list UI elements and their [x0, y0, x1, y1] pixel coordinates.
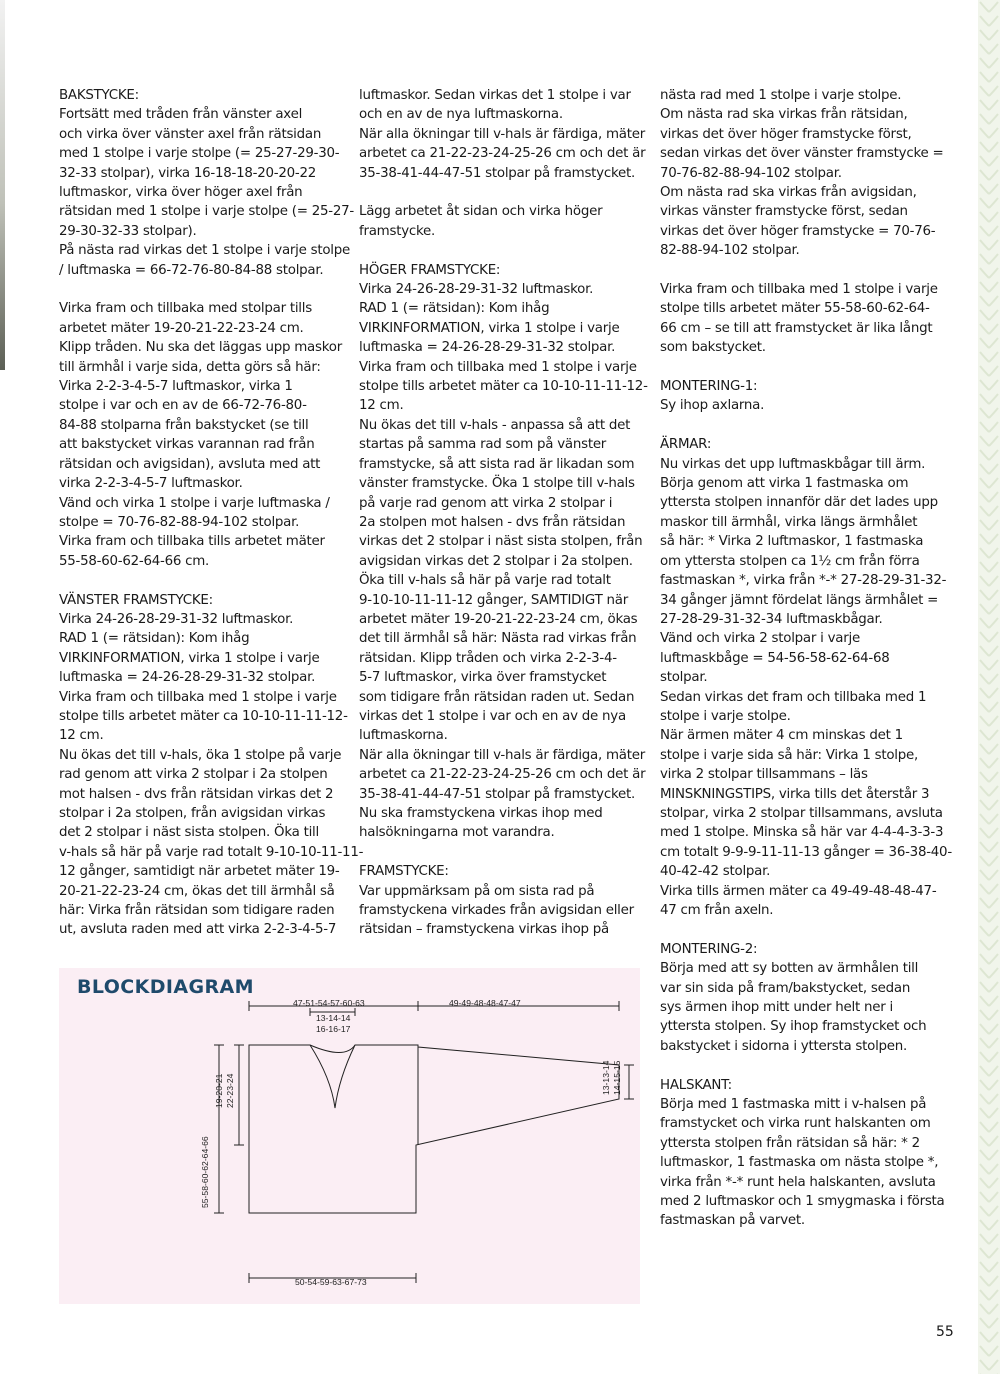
- text-line: stolpar i 2a stolpen, från avigsidan virkas: [59, 806, 326, 821]
- text-line: MINSKNINGSTIPS, virka tills det återstår 3: [660, 786, 930, 802]
- text-line: det till ärmhål så här: Nästa rad virkas från: [359, 631, 637, 647]
- text-line: arbetet mäter 19-20-21-22-23-24 cm.: [59, 320, 304, 336]
- text-line: Virka fram och tillbaka med 1 stolpe i varje: [59, 689, 337, 705]
- text-line: virka 2-2-3-4-5-7 luftmaskor.: [59, 476, 243, 492]
- text-line: Om nästa rad ska virkas från rätsidan,: [660, 107, 908, 123]
- text-line: På nästa rad virkas det 1 stolpe i varje stolpe: [59, 243, 351, 259]
- text-line: Nu ökas det till v-hals, öka 1 stolpe på varje: [59, 747, 342, 763]
- text-line: 12 cm.: [359, 398, 404, 414]
- text-line: Börja genom att virka 1 fastmaska om: [660, 476, 909, 492]
- text-line: framstyckena virkades från avigsidan eller: [359, 903, 634, 919]
- text-line: 9-10-10-11-11-12 gånger, SAMTIDIGT när: [359, 592, 628, 608]
- text-line: Klipp tråden. Nu ska det läggas upp maskor: [59, 340, 342, 356]
- text-line: yttersta stolpen från rätsidan så här: * 2: [660, 1135, 920, 1151]
- text-line: 12 cm.: [59, 728, 104, 744]
- text-line: stolpe tills arbetet mäter ca 10-10-11-11-12-: [59, 708, 348, 724]
- text-line: yttersta stolpen. Sy ihop framstycket och: [660, 1019, 927, 1035]
- text-line: virka 2 stolpar tillsammans – läs: [660, 767, 868, 783]
- text-line: 35-38-41-44-47-51 stolpar på framstycket.: [359, 165, 635, 181]
- label-total-length: 55-58-60-62-64-66: [200, 1136, 210, 1208]
- sweater-outline: [249, 1045, 619, 1213]
- text-line: stolpe = 70-76-82-88-94-102 stolpar.: [59, 514, 300, 530]
- text-line: rätsidan – framstyckena virkas ihop på: [359, 922, 609, 938]
- text-line: virkas det över höger framstycke först,: [660, 126, 912, 142]
- text-line: med 1 stolpe. Minska så här var 4-4-4-3-3-3: [660, 825, 944, 841]
- text-line: Vänd och virka 2 stolpar i varje: [660, 631, 860, 647]
- text-line: 12 gånger, samtidigt när arbetet mäter 19-: [59, 864, 340, 880]
- text-line: VIRKINFORMATION, virka 1 stolpe i varje: [59, 650, 320, 666]
- text-line: maskor till ärmhål, virka längs ärmhålet: [660, 514, 918, 530]
- knit-pattern-icon: [978, 0, 1000, 1374]
- text-line: Virka 24-26-28-29-31-32 luftmaskor.: [59, 611, 294, 627]
- text-line: Var uppmärksam på om sista rad på: [359, 883, 595, 899]
- text-line: om yttersta stolpen ca 1½ cm från förra: [660, 553, 920, 569]
- text-line: stolpe tills arbetet mäter 55-58-60-62-64-: [660, 301, 930, 317]
- v-neck-line: [310, 1045, 355, 1108]
- text-line: framstycke, så att sista rad är likadan som: [359, 456, 635, 472]
- label-armhole-depth-1: 19-20-21: [214, 1073, 224, 1108]
- text-line: / luftmaska = 66-72-76-80-84-88 stolpar.: [59, 262, 324, 278]
- decorative-knit-strip: [978, 0, 1000, 1374]
- text-line: luftmaska = 24-26-28-29-31-32 stolpar.: [59, 670, 316, 686]
- text-line: Vänd och virka 1 stolpe i varje luftmaska /: [59, 495, 330, 511]
- text-line: framstycke.: [359, 223, 436, 239]
- text-line: RAD 1 (= rätsidan): Kom ihåg: [59, 631, 250, 647]
- text-line: 32-33 stolpar), virka 16-18-18-20-20-22: [59, 165, 317, 181]
- text-line: vänster framstycke. Öka 1 stolpe till v-hals: [359, 476, 635, 492]
- text-line: Virka 24-26-28-29-31-32 luftmaskor.: [359, 282, 594, 298]
- block-diagram-panel: [59, 968, 640, 1304]
- text-line: Nu ska framstyckena virkas ihop med: [359, 806, 603, 821]
- text-line: virka från *-* runt hela halskanten, avsluta: [660, 1174, 936, 1190]
- text-line: 2a stolpen mot halsen - dvs från rätsidan: [359, 514, 626, 530]
- text-line: på varje rad genom att virka 2 stolpar i: [359, 495, 613, 511]
- text-line: RAD 1 (= rätsidan): Kom ihåg: [359, 301, 550, 317]
- text-line: cm totalt 9-9-9-11-11-13 gånger = 36-38-40-: [660, 844, 952, 860]
- text-line: med 2 luftmaskor och 1 smygmaska i första: [660, 1194, 945, 1210]
- label-bottom-width: 50-54-59-63-67-73: [295, 1277, 367, 1287]
- text-line: sedan virkas det över vänster framstycke =: [660, 146, 944, 162]
- left-edge-photo-strip: [0, 0, 5, 370]
- text-line: 55-58-60-62-64-66 cm.: [59, 553, 210, 569]
- text-line: stolpe i varje stolpe.: [660, 708, 791, 724]
- text-line: rätsidan. Klipp tråden och virka 2-2-3-4-: [359, 650, 617, 666]
- text-line: När alla ökningar till v-hals är färdiga, mäter: [359, 126, 646, 142]
- text-line: Nu virkas det upp luftmaskbågar till ärm.: [660, 456, 926, 472]
- text-line: sys ärmen ihop mitt under helt ner i: [660, 1000, 893, 1016]
- text-line: stolpar.: [660, 670, 708, 686]
- text-line: och en av de nya luftmaskorna.: [359, 107, 563, 123]
- paragraph-gap: [660, 358, 950, 377]
- text-line: FRAMSTYCKE:: [359, 864, 449, 880]
- text-line: MONTERING-1:: [660, 379, 758, 395]
- text-line: nästa rad med 1 stolpe i varje stolpe.: [660, 88, 902, 103]
- text-line: 34 gånger jämnt fördelat längs ärmhålet =: [660, 592, 939, 608]
- text-line: När ärmen mäter 4 cm minskas det 1: [660, 728, 903, 744]
- text-line: Virka 2-2-3-4-5-7 luftmaskor, virka 1: [59, 379, 293, 395]
- column-middle: [359, 86, 648, 940]
- label-cuff-width-1: 13-13-14: [601, 1060, 611, 1095]
- text-line: virkas det 1 stolpe i var och en av de nya: [359, 708, 626, 724]
- text-line: var sin sida på fram/bakstycket, sedan: [660, 980, 911, 996]
- text-line: luftmaska = 24-26-28-29-31-32 stolpar.: [359, 340, 616, 356]
- text-line: 40-42-42 stolpar.: [660, 864, 771, 880]
- text-line: När alla ökningar till v-hals är färdiga, mäter: [359, 747, 646, 763]
- text-line: arbetet mäter 19-20-21-22-23-24 cm, ökas: [359, 611, 638, 627]
- paragraph-gap: [359, 241, 644, 260]
- text-line: Virka fram och tillbaka tills arbetet mäter: [59, 534, 325, 550]
- text-line: luftmaskbåge = 54-56-58-62-64-68: [660, 650, 890, 666]
- text-line: Virka tills ärmen mäter ca 49-49-48-48-47-: [660, 883, 937, 899]
- text-line: Börja med att sy botten av ärmhålen till: [660, 961, 919, 977]
- text-line: luftmaskorna.: [359, 728, 448, 744]
- text-line: 70-76-82-88-94-102 stolpar.: [660, 165, 842, 181]
- text-line: som tidigare från rätsidan raden ut. Sedan: [359, 689, 635, 705]
- text-line: Fortsätt med tråden från vänster axel: [59, 107, 303, 123]
- label-armhole-depth-2: 22-23-24: [225, 1073, 235, 1108]
- text-line: halsökningarna mot varandra.: [359, 825, 555, 841]
- text-line: Nu ökas det till v-hals - anpassa så att det: [359, 417, 631, 433]
- text-line: MONTERING-2:: [660, 941, 758, 957]
- text-line: 20-21-22-23-24 cm, ökas det till ärmhål så: [59, 883, 335, 899]
- paragraph-gap: [660, 1056, 950, 1075]
- text-line: stolpe i var och en av de 66-72-76-80-: [59, 398, 307, 414]
- text-line: yttersta stolpen innanför där det lades upp: [660, 495, 938, 511]
- text-line: och virka över vänster axel från rätsidan: [59, 126, 322, 142]
- label-sleeve-length: 49-49-48-48-47-47: [449, 998, 521, 1008]
- text-line: VIRKINFORMATION, virka 1 stolpe i varje: [359, 320, 620, 336]
- text-line: virkas vänster framstycke först, sedan: [660, 204, 908, 220]
- text-line: v-hals så här på varje rad totalt 9-10-10-11-11-: [59, 844, 364, 860]
- text-line: stolpar, virka 2 stolpar tillsammans, avsluta: [660, 805, 943, 821]
- paragraph-gap: [359, 843, 644, 862]
- text-line: rad genom att virka 2 stolpar i 2a stolpen: [59, 767, 328, 783]
- text-line: virkas det 2 stolpar i näst sista stolpen, från: [359, 534, 643, 550]
- text-line: 27-28-29-31-32-34 luftmaskbågar.: [660, 611, 883, 627]
- text-line: att bakstycket virkas varannan rad från: [59, 437, 315, 453]
- text-line: med 1 stolpe i varje stolpe (= 25-27-29-30-: [59, 146, 340, 162]
- text-line: rätsidan med 1 stolpe i varje stolpe (= 25-27-: [59, 204, 354, 220]
- text-line: 29-30-32-33 stolpar).: [59, 223, 197, 239]
- paragraph-gap: [59, 571, 349, 590]
- text-line: stolpe tills arbetet mäter ca 10-10-11-11-12-: [359, 379, 648, 395]
- text-line: luftmaskor. Sedan virkas det 1 stolpe i var: [359, 88, 631, 103]
- text-line: Virka fram och tillbaka med 1 stolpe i varje: [359, 359, 637, 375]
- text-line: Om nästa rad ska virkas från avigsidan,: [660, 185, 917, 201]
- paragraph-gap: [660, 920, 950, 939]
- text-line: fastmaskan *, virka från *-* 27-28-29-31-32-: [660, 573, 947, 589]
- column-left: [59, 86, 364, 940]
- text-line: virkas det över höger framstycke = 70-76-: [660, 223, 936, 239]
- page-number: 55: [936, 1324, 954, 1340]
- text-line: framstycket och virka runt halskanten om: [660, 1116, 931, 1132]
- paragraph-gap: [660, 416, 950, 435]
- text-line: Börja med 1 fastmaska mitt i v-halsen på: [660, 1097, 927, 1113]
- text-line: fastmaskan på varvet.: [660, 1213, 805, 1229]
- text-line: luftmaskor, virka över höger axel från: [59, 185, 303, 201]
- label-cuff-width-2: 14-15-15: [612, 1060, 622, 1095]
- text-line: Sedan virkas det fram och tillbaka med 1: [660, 689, 927, 705]
- text-line: till ärmhål i varje sida, detta görs så här:: [59, 359, 321, 375]
- text-line: 35-38-41-44-47-51 stolpar på framstycket.: [359, 786, 635, 802]
- text-line: HÖGER FRAMSTYCKE:: [359, 262, 501, 278]
- text-line: 5-7 luftmaskor, virka över framstycket: [359, 670, 607, 686]
- text-line: 82-88-94-102 stolpar.: [660, 243, 800, 259]
- text-line: bakstycket i sidorna i yttersta stolpen.: [660, 1038, 908, 1054]
- label-neck-width-2: 16-16-17: [316, 1024, 351, 1034]
- column-right: [660, 86, 950, 1231]
- text-line: som bakstycket.: [660, 340, 766, 356]
- diagram-title: BLOCKDIAGRAM: [77, 976, 254, 998]
- text-line: HALSKANT:: [660, 1077, 732, 1093]
- label-neck-width-1: 13-14-14: [316, 1013, 351, 1023]
- text-line: BAKSTYCKE:: [59, 88, 139, 103]
- text-line: arbetet ca 21-22-23-24-25-26 cm och det är: [359, 146, 646, 162]
- text-line: stolpe i varje sida så här: Virka 1 stolpe,: [660, 747, 919, 763]
- label-top-half-width: 47-51-54-57-60-63: [293, 998, 365, 1008]
- text-line: luftmaskor, 1 fastmaska om nästa stolpe *,: [660, 1155, 939, 1171]
- text-line: arbetet ca 21-22-23-24-25-26 cm och det är: [359, 767, 646, 783]
- text-line: Sy ihop axlarna.: [660, 398, 765, 414]
- text-line: Lägg arbetet åt sidan och virka höger: [359, 204, 603, 220]
- text-line: det 2 stolpar i näst sista stolpen. Öka till: [59, 825, 319, 841]
- paragraph-gap: [59, 280, 349, 299]
- text-line: 84-88 stolparna från bakstycket (se till: [59, 417, 309, 433]
- text-line: Virka fram och tillbaka med 1 stolpe i varje: [660, 282, 938, 298]
- text-line: rätsidan och avigsidan), avsluta med att: [59, 456, 321, 472]
- text-line: startas på samma rad som på vänster: [359, 437, 607, 453]
- paragraph-gap: [660, 261, 950, 280]
- text-line: 47 cm från axeln.: [660, 903, 774, 919]
- text-line: Öka till v-hals så här på varje rad totalt: [359, 573, 611, 589]
- text-line: mot halsen - dvs från rätsidan virkas det 2: [59, 786, 334, 802]
- paragraph-gap: [359, 183, 644, 202]
- text-line: ut, avsluta raden med att virka 2-2-3-4-5-7: [59, 922, 337, 938]
- text-line: avigsidan virkas det 2 stolpar i 2a stolpen.: [359, 553, 633, 569]
- text-line: så här: * Virka 2 luftmaskor, 1 fastmaska: [660, 534, 924, 550]
- garment-schematic: [59, 968, 640, 1304]
- text-line: här: Virka från rätsidan som tidigare raden: [59, 903, 335, 919]
- text-line: 66 cm – se till att framstycket är lika långt: [660, 320, 933, 336]
- text-line: VÄNSTER FRAMSTYCKE:: [59, 592, 213, 608]
- text-line: ÄRMAR:: [660, 437, 712, 453]
- text-line: Virka fram och tillbaka med stolpar tills: [59, 301, 312, 317]
